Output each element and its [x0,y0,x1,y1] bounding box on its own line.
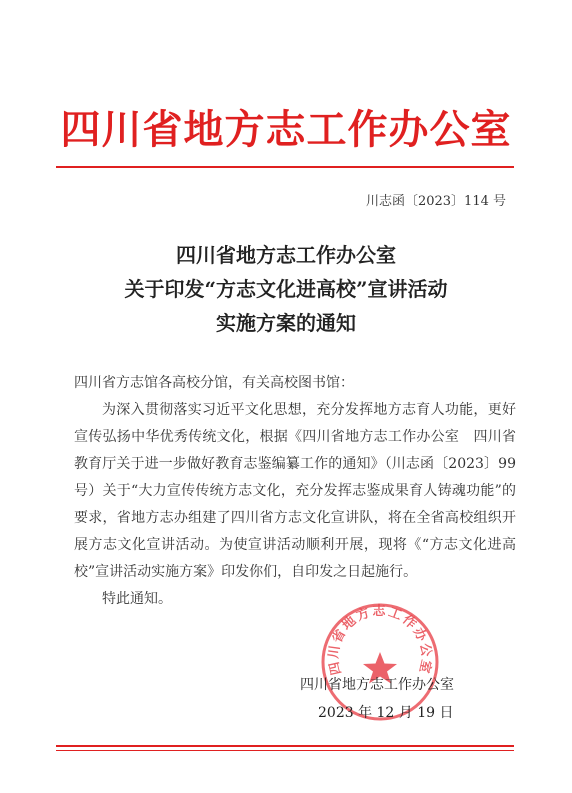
title-line-3: 实施方案的通知 [216,311,356,335]
title-line-2: 关于印发“方志文化进高校”宣讲活动 [124,277,448,301]
title-line-1: 四川省地方志工作办公室 [176,243,396,267]
document-number: 川志函〔2023〕114 号 [365,194,506,209]
document-body [74,370,516,613]
footer-red-rule-thin [56,750,514,751]
footer-red-rule-thick [56,745,514,747]
body-paragraph-1: 为深入贯彻落实习近平文化思想，充分发挥地方志育人功能，更好宣传弘扬中华优秀传统文化，根据《四川省地方志工作办公室 四川省教育厅关于进一步做好教育志鉴编纂工作的通知》（川志函〔2023〕99 号）关于“大力宣传传统方志文化，充分发挥志鉴成果育人铸魂功能”的要求，省地方志办组建了四川省方志文化宣讲队，将在全省高校组织开展方志文化宣讲活动。为使宣讲活动顺利开展，现将《“方志文化进高校”宣讲活动实施方案》印发你们，自印发之日起施行。 [74,402,516,580]
red-header-org-name: 四川省地方志工作办公室 [60,107,512,153]
document-title [0,238,572,340]
signature-org: 四川省地方志工作办公室 [300,677,454,693]
seal-text: 四川省地方志工作办公室 [326,604,434,677]
header-red-rule [56,166,514,168]
closing-line: 特此通知。 [102,591,172,607]
salutation: 四川省方志馆各高校分馆，有关高校图书馆： [74,375,354,391]
signature-date: 2023 年 12 月 19 日 [318,705,454,721]
